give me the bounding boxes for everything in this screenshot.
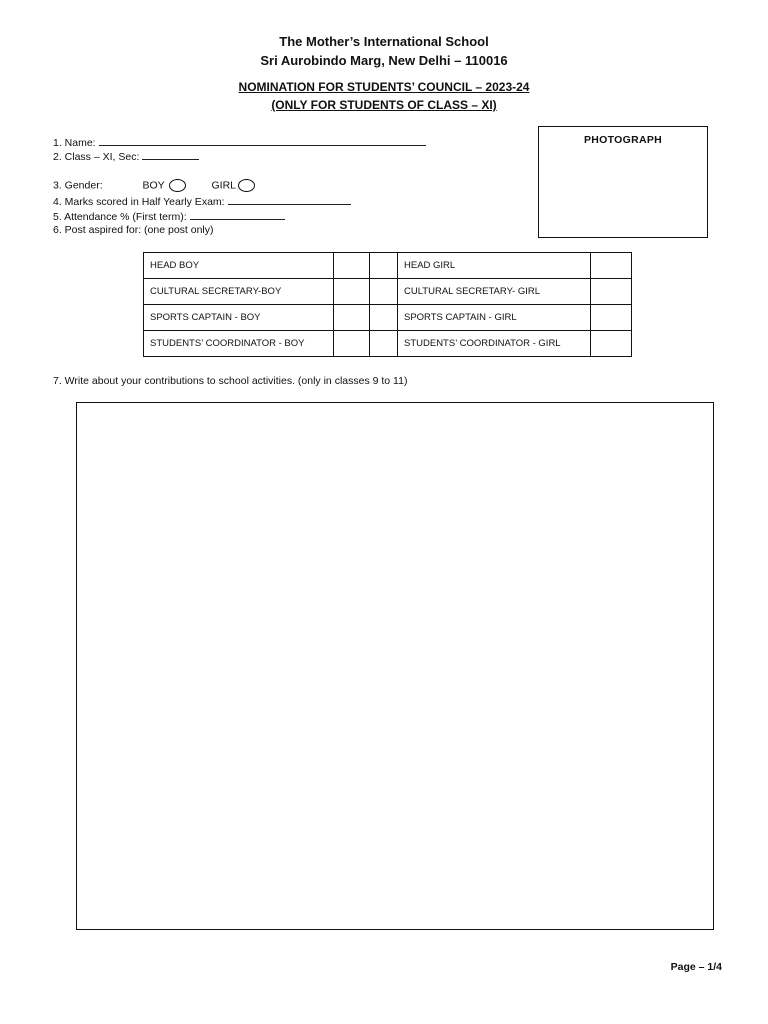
table-row xyxy=(144,331,632,357)
post-checkbox[interactable] xyxy=(334,253,370,279)
table-row xyxy=(144,253,632,279)
gender-label: 3. Gender: xyxy=(53,179,103,192)
girl-radio[interactable] xyxy=(238,179,255,192)
post-girl: HEAD GIRL xyxy=(398,253,591,279)
attendance-field[interactable] xyxy=(53,210,285,224)
marks-label: 4. Marks scored in Half Yearly Exam: xyxy=(53,196,225,208)
section-blank[interactable] xyxy=(142,150,199,160)
school-name: The Mother’s International School xyxy=(279,34,489,49)
contributions-answer-box[interactable] xyxy=(76,402,714,930)
class-section-label: 2. Class – XI, Sec: xyxy=(53,151,140,163)
post-checkbox[interactable] xyxy=(370,279,398,305)
post-checkbox[interactable] xyxy=(591,279,632,305)
post-boy: STUDENTS’ COORDINATOR - BOY xyxy=(144,331,334,357)
name-field[interactable] xyxy=(53,136,426,150)
name-label: 1. Name: xyxy=(53,137,96,149)
name-blank[interactable] xyxy=(99,136,426,146)
form-title: NOMINATION FOR STUDENTS’ COUNCIL – 2023-24 xyxy=(238,80,530,94)
attendance-blank[interactable] xyxy=(190,210,285,220)
page-number: Page – 1/4 xyxy=(670,961,722,973)
photograph-label: PHOTOGRAPH xyxy=(583,134,663,146)
post-checkbox[interactable] xyxy=(334,305,370,331)
marks-field[interactable] xyxy=(53,195,351,209)
contributions-question: 7. Write about your contributions to school activities. (only in classes 9 to 11) xyxy=(53,375,408,387)
boy-label: BOY xyxy=(142,179,165,192)
post-checkbox[interactable] xyxy=(591,305,632,331)
post-checkbox[interactable] xyxy=(591,253,632,279)
table-row xyxy=(144,279,632,305)
boy-radio[interactable] xyxy=(169,179,186,192)
post-girl: STUDENTS’ COORDINATOR - GIRL xyxy=(398,331,591,357)
attendance-label: 5. Attendance % (First term): xyxy=(53,211,187,223)
class-section-field[interactable] xyxy=(53,150,199,164)
post-boy: CULTURAL SECRETARY-BOY xyxy=(144,279,334,305)
form-subtitle: (ONLY FOR STUDENTS OF CLASS – XI) xyxy=(271,98,497,112)
table-row xyxy=(144,305,632,331)
marks-blank[interactable] xyxy=(228,195,351,205)
posts-table xyxy=(143,252,632,357)
post-checkbox[interactable] xyxy=(370,305,398,331)
post-checkbox[interactable] xyxy=(334,331,370,357)
gender-field xyxy=(53,179,255,192)
post-boy: HEAD BOY xyxy=(144,253,334,279)
girl-label: GIRL xyxy=(211,179,237,192)
post-checkbox[interactable] xyxy=(370,253,398,279)
post-checkbox[interactable] xyxy=(334,279,370,305)
post-girl: SPORTS CAPTAIN - GIRL xyxy=(398,305,591,331)
post-boy: SPORTS CAPTAIN - BOY xyxy=(144,305,334,331)
photograph-box[interactable] xyxy=(538,126,708,238)
post-girl: CULTURAL SECRETARY- GIRL xyxy=(398,279,591,305)
post-checkbox[interactable] xyxy=(370,331,398,357)
school-address: Sri Aurobindo Marg, New Delhi – 110016 xyxy=(260,53,508,68)
post-checkbox[interactable] xyxy=(591,331,632,357)
post-aspired-label: 6. Post aspired for: (one post only) xyxy=(53,224,214,236)
